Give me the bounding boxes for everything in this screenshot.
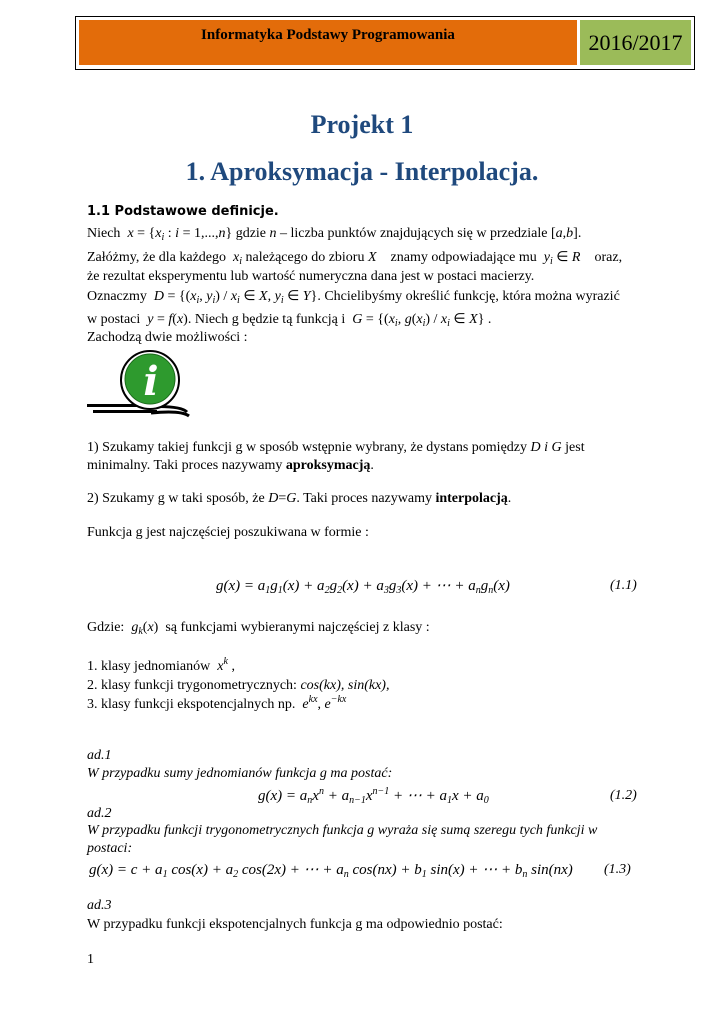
equation-number-1-3: (1.3) xyxy=(604,862,631,877)
header-year: 2016/2017 xyxy=(580,20,691,65)
page-title: Projekt 1 xyxy=(310,110,414,139)
equation-number-1-1: (1.1) xyxy=(610,578,637,593)
equation-number-1-2: (1.2) xyxy=(610,788,637,803)
ad2-text-cont: postaci: xyxy=(87,841,133,856)
ad1-label: ad.1 xyxy=(87,748,112,763)
ad2-text: W przypadku funkcji trygonometrycznych funkcja g wyraża się sumą szeregu tych funkcji w xyxy=(87,823,598,838)
ad2-label: ad.2 xyxy=(87,806,112,821)
paragraph-szukamy-1: 1) Szukamy takiej funkcji g w sposób wstępnie wybrany, że dystans pomiędzy D i G jest xyxy=(87,440,585,455)
ad3-label: ad.3 xyxy=(87,898,112,913)
header-subject: Informatyka Podstawy Programowania xyxy=(79,20,577,65)
ad3-text: W przypadku funkcji ekspotencjalnych funkcja g ma odpowiednio postać: xyxy=(87,917,503,932)
equation-1-3: $g(x) = c + a_1$ $\cos(x) + a_2$ cos(2x) + ⋯ + $a_n$ $\cos(nx) + b_1$ sin(x) + ⋯ + $b_n$ sin(nx) xyxy=(89,862,573,880)
paragraph-gdzie: Gdzie: $g_k(x)$ są funkcjami wybieranymi najczęściej z klasy : xyxy=(87,620,430,637)
equation-1-2: $g(x) = a_nx^n + a_{n-1}x^{n-1}$ + ⋯ + $a_1x + a_0$ xyxy=(258,786,489,806)
info-icon xyxy=(85,350,197,420)
svg-text:i: i xyxy=(143,358,159,405)
section-heading: 1.1 Podstawowe definicje. xyxy=(87,204,279,219)
paragraph-niech: Niech $x = \{x_i$ : i = 1,...,n} gdzie n – liczba punktów znajdujących się w przedziale [a,b]. xyxy=(87,226,582,243)
list-item-3: 3. klasy funkcji ekspotencjalnych np. $e^{kx}$, $e^{-kx}$ xyxy=(87,694,347,712)
paragraph-funkcja: Funkcja g jest najczęściej poszukiwana w formie : xyxy=(87,525,369,540)
list-item-2: 2. klasy funkcji trygonometrycznych: cos(kx), sin(kx), xyxy=(87,678,390,693)
equation-1-1: $g(x) = a_1g_1(x) + a_2g_2(x) + a_3g_3(x)$ + ⋯ + $a_ng_n(x)$ xyxy=(216,578,510,596)
list-item-1: 1. klasy jednomianów $x^k$ , xyxy=(87,656,235,674)
ad1-text: W przypadku sumy jednomianów funkcja g ma postać: xyxy=(87,766,393,781)
paragraph-szukamy-2: 2) Szukamy g w taki sposób, że D=G. Taki proces nazywamy interpolacją. xyxy=(87,491,512,506)
paragraph-szukamy-1-cont: minimalny. Taki proces nazywamy aproksymacją. xyxy=(87,458,374,473)
paragraph-zachodza: Zachodzą dwie możliwości : xyxy=(87,330,248,345)
page-number: 1 xyxy=(87,952,94,967)
paragraph-zalozmy: Załóżmy, że dla każdego $x_i$ należącego do zbioru X znamy odpowiadające mu $y_i$ ∈ R oraz, xyxy=(87,250,623,267)
paragraph-oznaczmy: Oznaczmy $D = \{(x_i$, $y_i) / x_i$ ∈ X, $y_i$ ∈ Y}. Chcielibyśmy określić funkcję, która można wyrazić xyxy=(87,289,620,306)
page-subtitle: 1. Aproksymacja - Interpolacja. xyxy=(185,157,539,186)
paragraph-wpostaci: w postaci y = f(x). Niech g będzie tą funkcją i $G = \{(x_i$, $g(x_i) / x_i$ ∈ X} . xyxy=(87,312,492,329)
paragraph-rezultat: że rezultat eksperymentu lub wartość numeryczna dana jest w postaci macierzy. xyxy=(87,269,535,284)
